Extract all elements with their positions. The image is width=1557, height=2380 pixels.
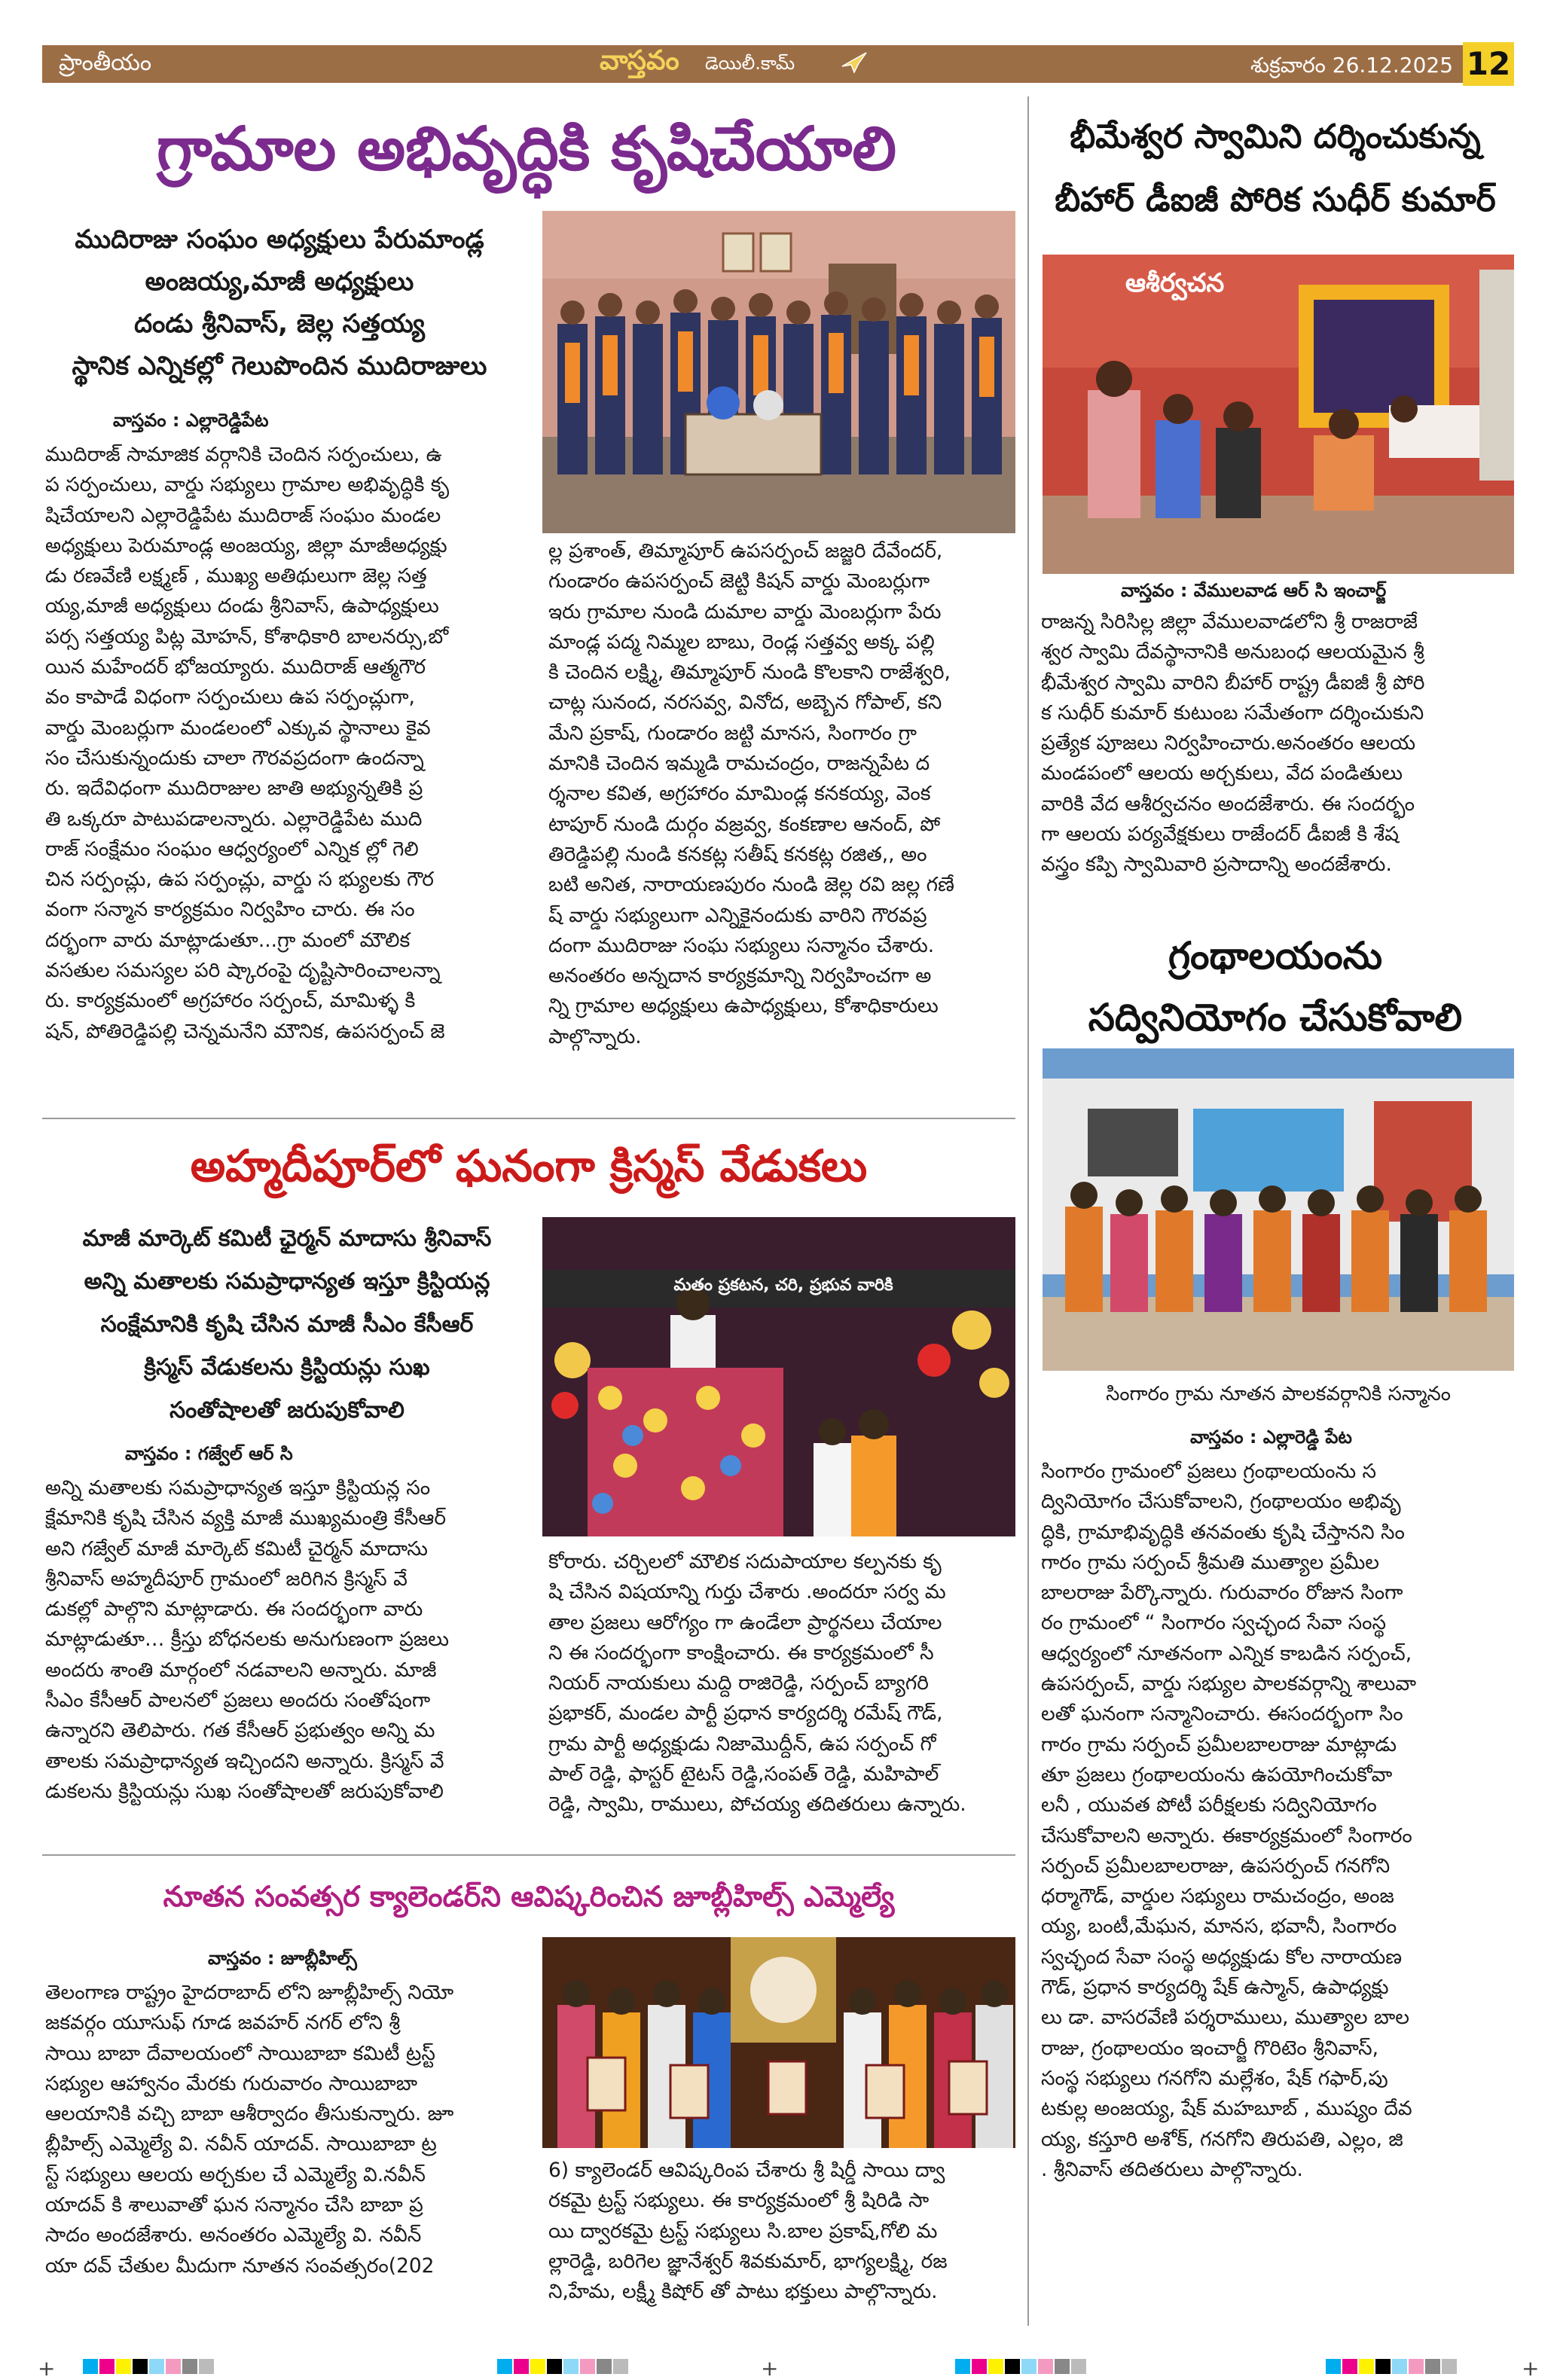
color-swatch — [182, 2359, 197, 2374]
article3-photo — [1043, 1048, 1514, 1371]
article1-col1: ముదిరాజ్ సామాజిక వర్గానికి చెందిన సర్పంచులు, ఉ ప సర్పంచులు, వార్డు సభ్యులు గ్రామాల అభివృద్ధికి కృ షిచేయాలని ఎల్లారెడ్డిపేట ముదిరాజ్ సంఘం మండల అధ్యక్షులు పెరుమాండ్ల అంజయ్య, జిల్లా మాజీఅధ్యక్షు డు రణవేణి లక్ష్మణ్ , ముఖ్య అతిథులుగా జెల్ల సత్త య్య,మాజీ అధ్యక్షులు దండు శ్రీనివాస్, ఉపాధ్యక్షులు పర్స సత్తయ్య పిట్ల మోహన్, కోశాధికారి బాలనర్సు,బో యిన మహేందర్ భోజయ్యారు. ముదిరాజ్ ఆత్మగౌర వం కాపాడే విధంగా సర్పంచులు ఉప సర్పంచ్లుగా, వార్డు మెంబర్లుగా మండలంలో ఎక్కువ స్థానాలు కైవ సం చేసుకున్నందుకు చాలా గౌరవప్రదంగా ఉందన్నా రు. ఇదేవిధంగా ముదిరాజుల జాతి అభ్యున్నతికి ప్ర తి ఒక్కరూ పాటుపడాలన్నారు. ఎల్లారెడ్డిపేట ముది రాజ్ సంక్షేమం సంఘం ఆధ్వర్యంలో ఎన్నిక ల్లో గెలి చిన సర్పంచ్లు, ఉప సర్పంచ్లు, వార్డు స భ్యులకు గౌర వంగా సన్మాన కార్యక్రమం నిర్వహిం చారు. ఈ సం దర్భంగా వారు మాట్లాడుతూ...గ్రా మంలో మౌలిక వసతుల సమస్యల పరి ష్కారంపై దృష్టిసారించాలన్నా రు. కార్యక్రమంలో అగ్రహారం సర్పంచ్, మామిళ్ళ కి షన్, పోతిరెడ్డిపల్లి చెన్నమనేని మౌనిక, ఉపసర్పంచ్ జె — [45, 443, 450, 1043]
color-swatch — [597, 2359, 612, 2374]
color-swatch — [514, 2359, 529, 2374]
issue-date: శుక్రవారం 26.12.2025 — [1250, 53, 1454, 78]
article3-headline: గ్రంథాలయంను సద్వినియోగం చేసుకోవాలి — [1088, 934, 1463, 1039]
color-swatch — [1005, 2359, 1020, 2374]
color-swatch — [1342, 2359, 1357, 2374]
color-swatch — [1409, 2359, 1424, 2374]
color-swatch — [547, 2359, 562, 2374]
section-label: ప్రాంతీయం — [59, 50, 152, 76]
color-swatch — [530, 2359, 545, 2374]
color-swatch — [99, 2359, 114, 2374]
color-swatch — [1038, 2359, 1053, 2374]
photo-sign-text: ఆశీర్వచన — [1125, 268, 1225, 298]
article2-photo — [1043, 255, 1514, 574]
color-swatch — [1442, 2359, 1457, 2374]
color-swatch — [1375, 2359, 1391, 2374]
color-swatch — [1021, 2359, 1036, 2374]
color-swatch — [1392, 2359, 1407, 2374]
crosshair-icon: + — [1522, 2356, 1540, 2380]
page-number-badge: 12 — [1463, 42, 1514, 86]
color-swatch — [1326, 2359, 1341, 2374]
article4-headline: అహ్మదీపూర్‌లో ఘనంగా క్రిస్మస్ వేడుకలు — [190, 1140, 868, 1192]
crosshair-icon: + — [761, 2356, 779, 2380]
color-swatch — [1071, 2359, 1086, 2374]
article4-col1: అన్ని మతాలకు సమప్రాధాన్యత ఇస్తూ క్రిస్టియన్ల సం క్షేమానికి కృషి చేసిన వ్యక్తి మాజీ ముఖ్యమంత్రి కేసీఆర్ అని గజ్వేల్ మాజీ మార్కెట్ కమిటీ చైర్మన్ మాదాసు శ్రీనివాస్ అహ్మదీపూర్ గ్రామంలో జరిగిన క్రిస్మస్ వే డుకల్లో పాల్గొని మాట్లాడారు. ఈ సందర్భంగా వారు మాట్లాడుతూ… క్రీస్తు బోధనలకు అనుగుణంగా ప్రజలు అందరు శాంతి మార్గంలో నడవాలని అన్నారు. మాజీ సీఎం కేసీఆర్ పాలనలో ప్రజలు అందరు సంతోషంగా ఉన్నారని తెలిపారు. గత కేసీఆర్ ప్రభుత్వం అన్ని మ తాలకు సమప్రాధాన్యత ఇచ్చిందని అన్నారు. క్రిస్మస్ వే డుకలను క్రిస్టియన్లు సుఖ సంతోషాలతో జరుపుకోవాలి — [45, 1476, 449, 1803]
color-swatch — [955, 2359, 970, 2374]
article2-body: రాజన్న సిరిసిల్ల జిల్లా వేములవాడలోని శ్రీ రాజరాజే శ్వర స్వామి దేవస్థానానికి అనుబంధ ఆలయమైన శ్రీ భీమేశ్వర స్వామి వారిని బీహార్ రాష్ట్ర డీఐజీ శ్రీ పోరి క సుధీర్ కుమార్ కుటుంబ సమేతంగా దర్శించుకుని ప్రత్యేక పూజలు నిర్వహించారు.అనంతరం ఆలయ మండపంలో ఆలయ అర్చకులు, వేద పండితులు వారికి వేద ఆశీర్వచనం అందజేశారు. ఈ సందర్భం గా ఆలయ పర్యవేక్షకులు రాజేందర్ డీఐజీ కి శేష వస్త్రం కప్పి స్వామివారి ప్రసాదాన్ని అందజేశారు. — [1041, 610, 1425, 877]
deck-line: స్థానిక ఎన్నికల్లో గెలుపొందిన ముదిరాజులు — [72, 351, 487, 381]
color-swatch — [580, 2359, 595, 2374]
article5-col2: 6) క్యాలెండర్ ఆవిష్కరింప చేశారు శ్రీ షిర్డీ సాయి ద్వా రకమై ట్రస్ట్ సభ్యులు. ఈ కార్యక్రమంలో శ్రీ షిరిడి సా యి ద్వారకమై ట్రస్ట్ సభ్యులు సి.బాల ప్రకాష్,గోలి మ ల్లారెడ్డి, బరిగెల జ్ఞానేశ్వర్ శివకుమార్, భాగ్యలక్ష్మి, రజ ని,హేమ, లక్ష్మీ కిషోర్ తో పాటు భక్తులు పాల్గొన్నారు. — [548, 2159, 948, 2304]
library-photo-illustration — [1043, 1048, 1514, 1371]
event-banner-text: మతం ప్రకటన, చరి, ప్రభువ వారికి — [673, 1276, 893, 1295]
felicitation-photo-illustration — [542, 211, 1015, 533]
christmas-event-photo-illustration — [542, 1217, 1015, 1536]
article5-headline: నూతన సంవత్సర క్యాలెండర్‌ని ఆవిష్కరించిన జూబ్లీహిల్స్ ఎమ్మెల్యే — [163, 1880, 895, 1913]
color-swatch — [1055, 2359, 1070, 2374]
color-swatch — [133, 2359, 148, 2374]
column-divider — [1027, 96, 1029, 2326]
color-swatch — [199, 2359, 214, 2374]
article4-photo — [542, 1217, 1015, 1536]
article1-col2: ల్ల ప్రశాంత్, తిమ్మాపూర్ ఉపసర్పంచ్ జజ్జరి దేవేందర్, గుండారం ఉపసర్పంచ్ జెట్టి కిషన్ వార్డు మెంబర్లుగా ఇరు గ్రామాల నుండి దుమాల వార్డు మెంబర్లుగా పేరు మాండ్ల పద్మ నిమ్మల బాబు, రెండ్ల సత్తవ్వ అక్క పల్లి కి చెందిన లక్ష్మి, తిమ్మాపూర్ నుండి కొలకాని రాజేశ్వరి, చాట్ల సునంద, నరసవ్వ, వినోద, అబ్బెన గోపాల్, కని మేని ప్రకాష్, గుండారం జట్టి మానస, సింగారం గ్రా మానికి చెందిన ఇమ్మడి రామచంద్రం, రాజన్నపేట ద ర్శనాల కవిత, అగ్రహారం మామిండ్ల కనకయ్య, వెంక టాపూర్ నుండి దుర్గం వజ్రవ్వ, కంకణాల ఆనంద్, పో తిరెడ్డిపల్లి నుండి కనకట్ల సతీష్ కనకట్ల రజిత,, అం బటి అనిత, నారాయణపురం నుండి జెల్ల రవి జల్ల గణే ష్ వార్డు సభ్యులుగా ఎన్నికైనందుకు వారిని గౌరవప్ర దంగా ముదిరాజు సంఘ సభ్యులు సన్మానం చేశారు. అనంతరం అన్నదాన కార్యక్రమాన్ని నిర్వహించగా అ న్ని గ్రామాల అధ్యక్షులు ఉపాధ్యక్షులు, కోశాధికారులు పాల్గొన్నారు. — [548, 539, 954, 1048]
deck-line: అంజయ్య,మాజీ అధ్యక్షులు — [145, 267, 414, 297]
color-swatch — [563, 2359, 579, 2374]
article5-photo — [542, 1937, 1015, 2148]
article5-dateline: వాస్తవం : జూబ్లీహిల్స్ — [208, 1948, 357, 1969]
crosshair-icon: + — [38, 2356, 56, 2380]
article4-dateline: వాస్తవం : గజ్వేల్ ఆర్ సి — [125, 1443, 293, 1464]
color-swatch — [613, 2359, 628, 2374]
color-swatch — [1425, 2359, 1440, 2374]
article3-body: సింగారం గ్రామంలో ప్రజలు గ్రంథాలయంను స ద్వినియోగం చేసుకోవాలని, గ్రంథాలయం అభివృ ద్ధికి, గ్రామాభివృద్ధికి తనవంతు కృషి చేస్తానని సిం గారం గ్రామ సర్పంచ్ శ్రీమతి ముత్యాల ప్రమీల బాలరాజు పేర్కొన్నారు. గురువారం రోజున సింగా రం గ్రామంలో “ సింగారం స్వచ్ఛంద సేవా సంస్థ ఆధ్వర్యంలో నూతనంగా ఎన్నిక కాబడిన సర్పంచ్, ఉపసర్పంచ్, వార్డు సభ్యుల పాలకవర్గాన్ని శాలువా లతో ఘనంగా సన్మానించారు. ఈసందర్భంగా సిం గారం గ్రామ సర్పంచ్ ప్రమీలబాలరాజు మాట్లాడు తూ ప్రజలు గ్రంథాలయంను ఉపయోగించుకోవా లనీ , యువత పోటీ పరీక్షలకు సద్వినియోగం చేసుకోవాలని అన్నారు. ఈకార్యక్రమంలో సింగారం సర్పంచ్ ప్రమీలబాలరాజు, ఉపసర్పంచ్ గనగోని ధర్మాగౌడ్, వార్డుల సభ్యులు రామచంద్రం, అంజ య్య, బంటీ,మేఘన, మానస, భవానీ, సింగారం స్వచ్ఛంద సేవా సంస్థ అధ్యక్షుడు కోల నారాయణ గౌడ్, ప్రధాన కార్యదర్శి షేక్ ఉస్మాన్, ఉపాధ్యక్షు లు డా. వాసరవేణి పర్శరాములు, ముత్యాల బాల రాజు, గ్రంథాలయం ఇంచార్జీ గొరిటెం శ్రీనివాస్, సంస్థ సభ్యులు గనగోని మల్లేశం, షేక్ గఫార్,పు టకుల్ల అంజయ్య, షేక్ మహబూబ్ , ముష్యం దేవ య్య, కస్తూరి అశోక్, గనగోని తిరుపతి, ఎల్లం, జి . శ్రీనివాస్ తదితరులు పాల్గొన్నారు. — [1041, 1460, 1416, 2181]
color-swatch — [497, 2359, 512, 2374]
masthead-subtitle: డెయిలీ.కామ్ — [705, 53, 795, 74]
article2-headline: భీమేశ్వర స్వామిని దర్శించుకున్న బీహార్ డీఐజీ పోరిక సుధీర్ కుమార్ — [1055, 117, 1496, 219]
temple-photo-illustration — [1043, 255, 1514, 574]
color-swatch — [116, 2359, 131, 2374]
color-swatch — [83, 2359, 98, 2374]
color-swatch — [972, 2359, 987, 2374]
color-swatch — [1359, 2359, 1374, 2374]
article1-photo — [542, 211, 1015, 533]
article4-deck: మాజీ మార్కెట్ కమిటీ ఛైర్మన్ మాదాసు శ్రీనివాస్ అన్ని మతాలకు సమప్రాధాన్యత ఇస్తూ క్రిస్టియన్ల సంక్షేమానికి కృషి చేసిన మాజీ సీఎం కేసీఆర్ క్రిస్మస్ వేడుకలను క్రిస్టియన్లు సుఖ సంతోషాలతో జరుపుకోవాలి — [82, 1225, 492, 1423]
section-divider — [42, 1854, 1015, 1856]
article3-photo-caption: సింగారం గ్రామ నూతన పాలకవర్గానికి సన్మానం — [1106, 1383, 1451, 1405]
article4-col2: కోరారు. చర్చిలలో మౌలిక సదుపాయాల కల్పనకు కృ షి చేసిన విషయాన్ని గుర్తు చేశారు .అందరూ సర్వ మ తాల ప్రజలు ఆరోగ్యం గా ఉండేలా ప్రార్థనలు చేయాల ని ఈ సందర్భంగా కాంక్షించారు. ఈ కార్యక్రమంలో సీ నియర్ నాయకులు మద్ది రాజిరెడ్డి, సర్పంచ్ బ్యాగరి ప్రభాకర్, మండల పార్టీ ప్రధాన కార్యదర్శి రమేష్ గౌడ్, గ్రామ పార్టీ అధ్యక్షుడు నిజామొద్దీన్, ఉప సర్పంచ్ గో పాల్ రెడ్డి, ఫాస్టర్ టైటస్ రెడ్డి,సంపత్ రెడ్డి, మహిపాల్ రెడ్డి, స్వామి, రాములు, పోచయ్య తదితరులు ఉన్నారు. — [548, 1550, 966, 1817]
article1-dateline: వాస్తవం : ఎల్లారెడ్డిపేట — [113, 410, 269, 431]
page-header — [42, 45, 1514, 83]
bird-logo-icon — [839, 50, 869, 77]
article3-dateline: వాస్తవం : ఎల్లారెడ్డి పేట — [1190, 1426, 1352, 1448]
masthead-logo: వాస్తవం — [600, 45, 679, 76]
deck-line: దండు శ్రీనివాస్, జెల్ల సత్తయ్య — [134, 309, 425, 339]
calendar-launch-photo-illustration — [542, 1937, 1015, 2148]
color-swatch — [988, 2359, 1003, 2374]
article2-dateline: వాస్తవం : వేములవాడ ఆర్ సి ఇంచార్జ్ — [1121, 580, 1387, 601]
section-divider — [42, 1118, 1015, 1119]
deck-line: ముదిరాజు సంఘం అధ్యక్షులు పేరుమాండ్ల — [75, 224, 484, 255]
color-swatch — [166, 2359, 181, 2374]
article5-col1: తెలంగాణ రాష్ట్రం హైదరాబాద్ లోని జూబ్లీహిల్స్ నియో జకవర్గం యూసుఫ్ గూడ జవహర్ నగర్ లోని శ్రీ సాయి బాబా దేవాలయంలో సాయిబాబా కమిటీ ట్రస్ట్ సభ్యుల ఆహ్వానం మేరకు గురువారం సాయిబాబా ఆలయానికి వచ్చి బాబా ఆశీర్వాదం తీసుకున్నారు. జూ బ్లీహిల్స్ ఎమ్మెల్యే వి. నవీన్ యాదవ్. సాయిబాబా ట్ర స్ట్ సభ్యులు ఆలయ అర్చకుల చే ఎమ్మెల్యే వి.నవీన్ యాదవ్ కి శాలువాతో ఘన సన్మానం చేసి బాబా ప్ర సాదం అందజేశారు. అనంతరం ఎమ్మెల్యే వి. నవీన్ యా దవ్ చేతుల మీదుగా నూతన సంవత్సరం(202 — [45, 1981, 454, 2278]
color-swatch — [149, 2359, 164, 2374]
article1-headline: గ్రామాల అభివృద్ధికి కృషిచేయాలి — [157, 114, 896, 184]
article1-deck — [42, 218, 517, 387]
